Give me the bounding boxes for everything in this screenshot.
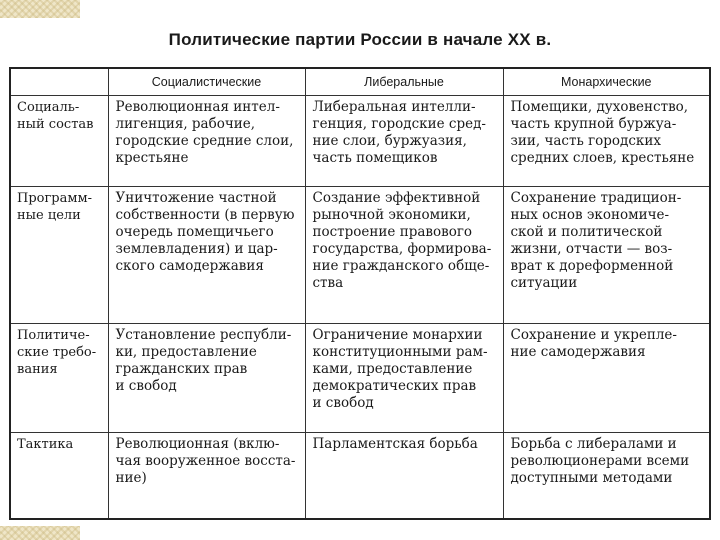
row-label-political-demands: Политиче- ские требо- вания <box>10 324 108 433</box>
table-cell: Борьба с либералами и революционерами всеми доступными методами <box>503 433 710 519</box>
table-row <box>10 96 710 187</box>
table-cell: Либеральная интелли- генция, городские сред- ние слои, буржуазия, часть помещиков <box>305 96 503 187</box>
table-cell: Сохранение и укрепле- ние самодержавия <box>503 324 710 433</box>
table-cell: Установление республи- ки, предоставление гражданских прав и свобод <box>108 324 305 433</box>
page-title: Политические партии России в начале XX в. <box>168 30 552 49</box>
table-cell: Революционная (вклю- чая вооруженное восста- ние) <box>108 433 305 519</box>
table-cell: Парламентская борьба <box>305 433 503 519</box>
table-row <box>10 324 710 433</box>
table-cell: Создание эффективной рыночной экономики, построение правового государства, формирова- ние гражданского обще- ства <box>305 187 503 324</box>
header-monarchist: Монархические <box>503 68 710 96</box>
table-cell: Ограничение монархии конституционными рам- ками, предоставление демократических прав и свобод <box>305 324 503 433</box>
parties-table <box>9 67 711 520</box>
row-label-program-goals: Программ- ные цели <box>10 187 108 324</box>
table-cell: Помещики, духовенство, часть крупной буржуа- зии, часть городских средних слоев, крестьяне <box>503 96 710 187</box>
table-row <box>10 433 710 519</box>
table-cell: Сохранение традицион- ных основ экономиче- ской и политической жизни, отчасти — воз- врат к дореформенной ситуации <box>503 187 710 324</box>
decorative-corner-top <box>0 0 80 18</box>
header-liberal: Либеральные <box>305 68 503 96</box>
table-cell: Уничтожение частной собственности (в первую очередь помещичьего землевладения) и цар- ского самодержавия <box>108 187 305 324</box>
row-label-social-composition: Социаль- ный состав <box>10 96 108 187</box>
header-corner-cell <box>10 68 108 96</box>
table-cell: Революционная интел- лигенция, рабочие, городские средние слои, крестьяне <box>108 96 305 187</box>
header-socialist: Социалистические <box>108 68 305 96</box>
table-row <box>10 187 710 324</box>
row-label-tactics: Тактика <box>10 433 108 519</box>
decorative-corner-bottom <box>0 526 80 540</box>
table-header-row <box>10 68 710 96</box>
